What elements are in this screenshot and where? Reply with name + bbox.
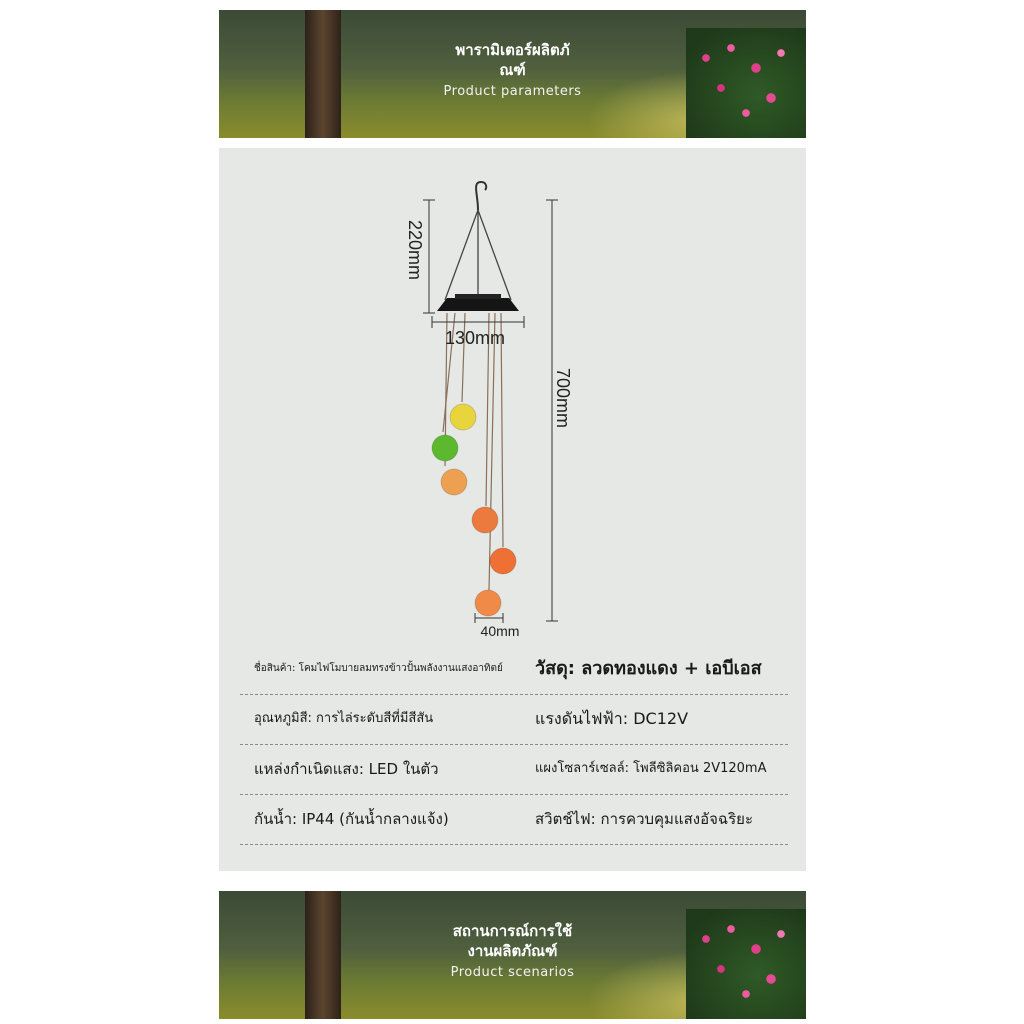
spec-light-switch: สวิตช์ไฟ: การควบคุมแสงอัจฉริยะ	[535, 810, 754, 828]
banner-title	[219, 921, 806, 961]
banner-title	[219, 40, 806, 80]
spec-light-source: แหล่งกำเนิดแสง: LED ในตัว	[254, 760, 439, 778]
total-height-label: 700mm	[553, 368, 573, 429]
product-parameters-panel	[219, 148, 806, 871]
rattan-ball-light	[475, 590, 501, 616]
hanging-wire	[462, 313, 465, 402]
spec-voltage: แรงดันไฟฟ้า: DC12V	[535, 709, 689, 728]
hanging-wire	[489, 313, 495, 590]
hook-icon	[476, 182, 486, 210]
hanger-string	[445, 210, 478, 300]
spec-row	[240, 694, 788, 745]
product-parameters-banner	[219, 10, 806, 138]
solar-panel-cap	[437, 298, 519, 311]
spec-row	[240, 794, 788, 845]
banner-title-line2: ณฑ์	[499, 61, 526, 79]
spec-row	[240, 644, 788, 695]
banner-title-line1: สถานการณ์การใช้	[452, 922, 573, 940]
height-label: 220mm	[405, 220, 425, 281]
rattan-ball-light	[450, 404, 476, 430]
banner-title-line2: งานผลิตภัณฑ์	[467, 942, 558, 960]
banner-title-line1: พารามิเตอร์ผลิตภั	[455, 41, 570, 59]
spec-row	[240, 744, 788, 795]
product-dimension-diagram	[219, 148, 806, 648]
solar-panel-top	[455, 294, 501, 299]
ball-diameter-label: 40mm	[480, 623, 520, 639]
banner-subtitle: Product scenarios	[450, 965, 575, 980]
width-label: 130mm	[444, 328, 506, 348]
banner-subtitle: Product parameters	[443, 84, 582, 99]
spec-material: วัสดุ: ลวดทองแดง + เอบีเอส	[535, 658, 762, 679]
product-scenarios-banner	[219, 891, 806, 1019]
rattan-ball-light	[472, 507, 498, 533]
spec-color-temperature: อุณหภูมิสี: การไล่ระดับสีที่มีสีสัน	[254, 711, 434, 726]
hanger-string	[478, 210, 511, 300]
rattan-ball-light	[432, 435, 458, 461]
spec-solar-panel: แผงโซลาร์เซลล์: โพลีซิลิคอน 2V120mA	[535, 761, 767, 776]
rattan-ball-light	[490, 548, 516, 574]
rattan-ball-light	[441, 469, 467, 495]
spec-product-name: ชื่อสินค้า: โคมไฟโมบายลมทรงข้าวปั้นพลังงานแสงอาทิตย์	[254, 663, 503, 674]
hanging-wire	[501, 313, 503, 547]
spec-waterproof: กันน้ำ: IP44 (กันน้ำกลางแจ้ง)	[254, 810, 449, 828]
